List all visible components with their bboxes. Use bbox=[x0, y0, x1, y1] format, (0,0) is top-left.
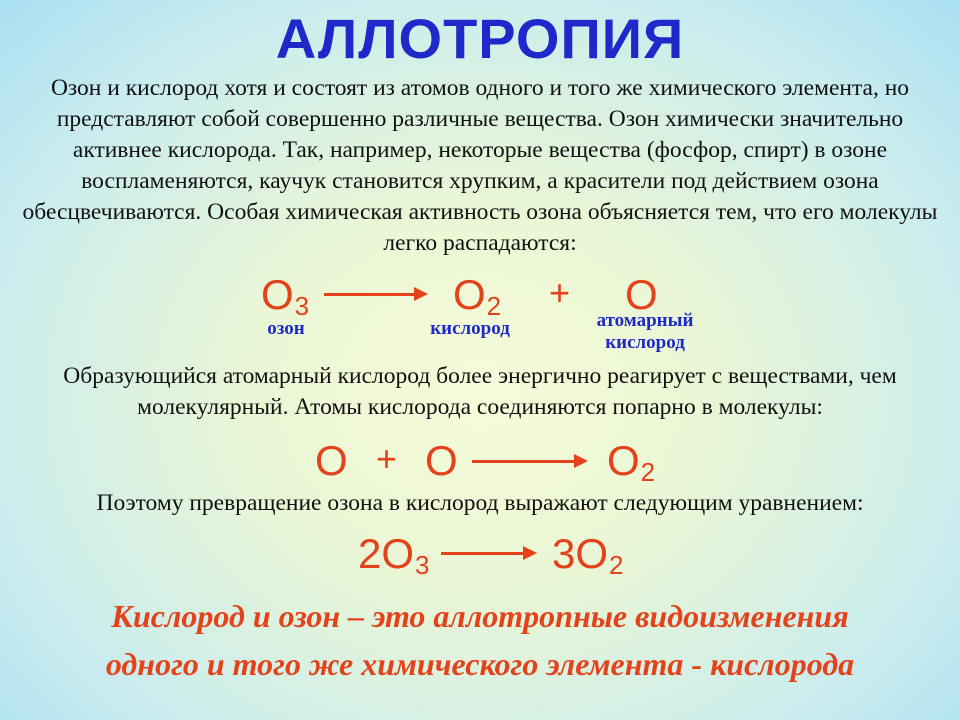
ozone-reactant-formula: $2O_3$ bbox=[358, 530, 430, 580]
conclusion-text: Кислород и озон – это аллотропные видоизменения одного и того же химического элемента - кислорода bbox=[105, 598, 855, 682]
oxygen-label: кислород bbox=[430, 318, 510, 339]
oxygen-product-formula: $3O_2$ bbox=[552, 530, 624, 580]
oxygen-formula: $O_2$ bbox=[453, 271, 502, 321]
reaction-arrow bbox=[472, 460, 584, 463]
molecule-formula: $O_2$ bbox=[607, 437, 656, 487]
atom-formula-2: O bbox=[425, 437, 458, 484]
ozone-formula: $O_3$ bbox=[261, 271, 310, 321]
conversion-paragraph: Поэтому превращение озона в кислород выражают следующим уравнением: bbox=[96, 490, 864, 516]
atomic-oxygen-paragraph: Образующийся атомарный кислород более энергично реагирует с веществами, чем молекулярный. Атомы кислорода соединяются попарно в молекулы: bbox=[63, 363, 897, 420]
ozone-label: озон bbox=[267, 318, 305, 339]
page-title: АЛЛОТРОПИЯ bbox=[275, 7, 685, 70]
reaction-arrow bbox=[324, 293, 424, 296]
plus-sign: + bbox=[549, 272, 571, 313]
atomic-oxygen-formula: O bbox=[625, 271, 658, 318]
plus-sign: + bbox=[376, 438, 398, 479]
atom-formula-1: O bbox=[315, 437, 348, 484]
intro-paragraph: Озон и кислород хотя и состоят из атомов одного и того же химического элемента, но представляют собой совершенно различные вещества. Озон химически значительно активнее кислорода. Так, например, некоторые вещества (фосфор, спирт) в озоне воспламеняются, каучук становится хрупким, а красители под действием озона обесцвечиваются. Особая химическая активность озона объясняется тем, что его молекулы легко распадаются: bbox=[22, 75, 938, 256]
atomic-oxygen-label: атомарный кислород bbox=[596, 310, 694, 353]
reaction-arrow bbox=[441, 552, 533, 555]
